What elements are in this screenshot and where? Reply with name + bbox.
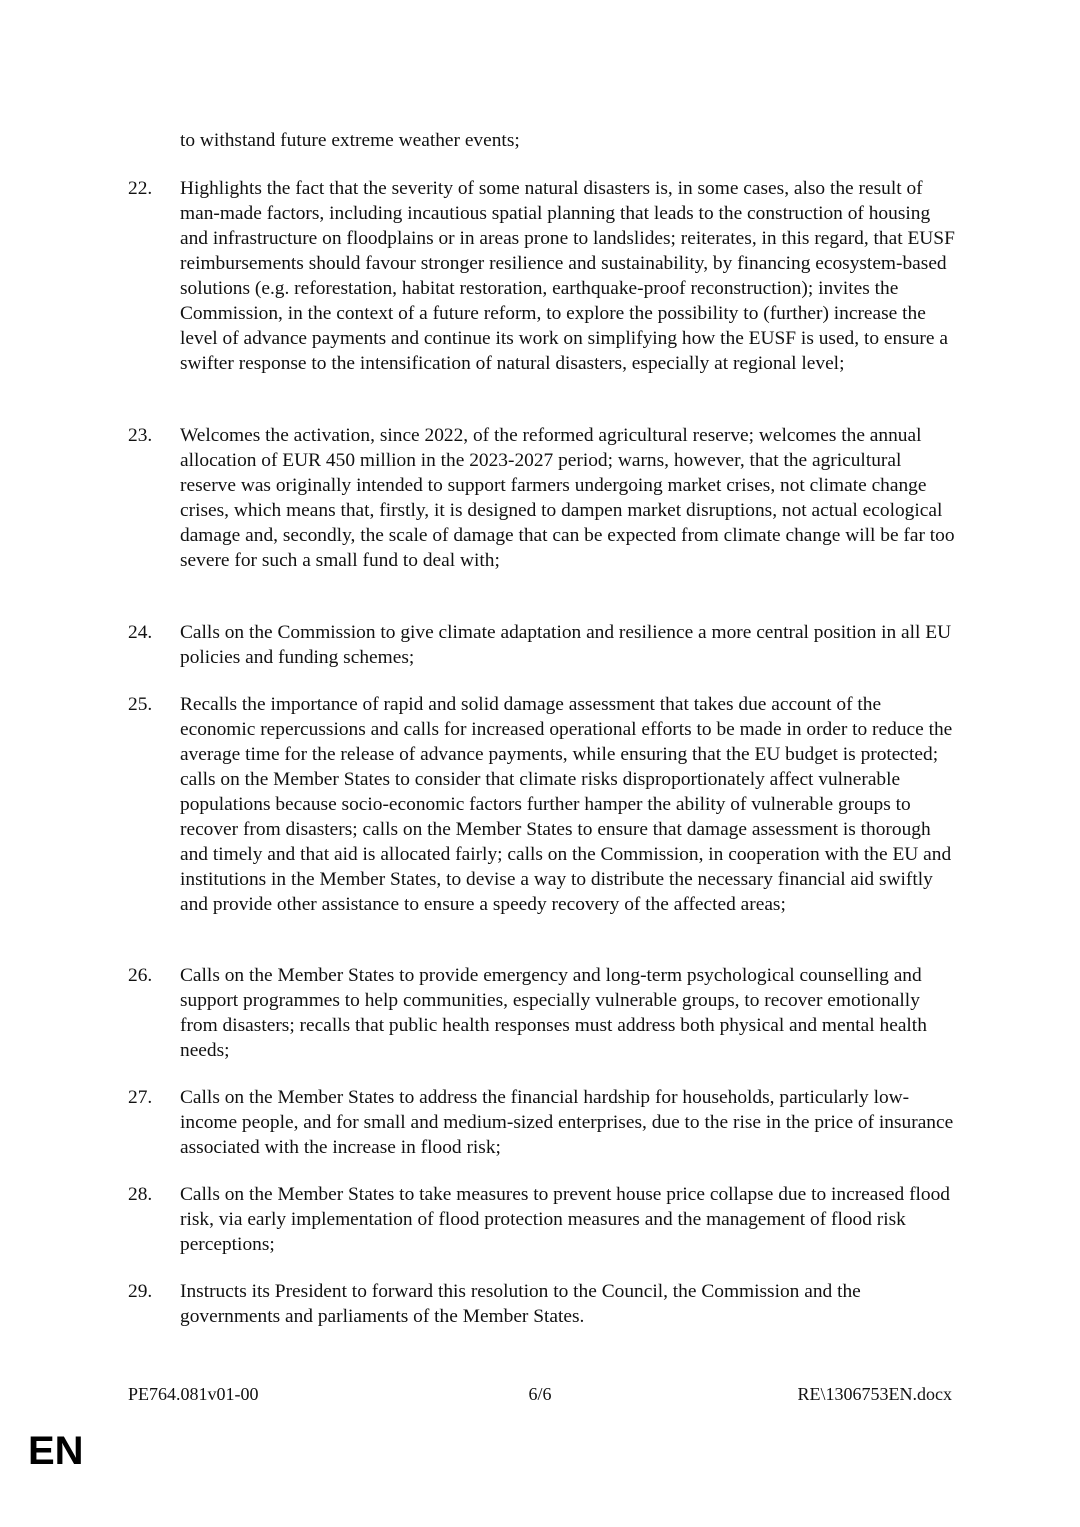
paragraph-number: 26. bbox=[128, 965, 153, 986]
paragraph-number: 28. bbox=[128, 1184, 153, 1205]
footer-page-number: 6/6 bbox=[528, 1384, 552, 1404]
paragraph-24 bbox=[128, 620, 958, 670]
paragraph-number: 27. bbox=[128, 1087, 153, 1108]
paragraph-text: Calls on the Member States to provide emergency and long-term psychological counselling and support programmes to help communities, especially vulnerable groups, to recover emotionally from disasters; recalls that public health responses must address both physical and mental health needs; bbox=[180, 965, 927, 1061]
paragraph-29 bbox=[128, 1279, 958, 1329]
paragraph-number: 24. bbox=[128, 622, 153, 643]
paragraph-text: Recalls the importance of rapid and solid damage assessment that takes due account of the economic repercussions and calls for increased operational efforts to be made in order to reduce the average time for the release of advance payments, while ensuring that the EU budget is protected; calls on the Member States to consider that climate risks disproportionately affect vulnerable populations because socio-economic factors further hamper the ability of vulnerable groups to recover from disasters; calls on the Member States to ensure that damage assessment is thorough and timely and that aid is allocated fairly; calls on the Commission, in cooperation with the EU and institutions in the Member States, to devise a way to distribute the necessary financial aid swiftly and provide other assistance to ensure a speedy recovery of the affected areas; bbox=[180, 694, 953, 915]
paragraph-text: Welcomes the activation, since 2022, of the reformed agricultural reserve; welcomes the annual allocation of EUR 450 million in the 2023-2027 period; warns, however, that the agricultural reserve was originally intended to support farmers undergoing market crises, not climate change crises, which means that, firstly, it is designed to dampen market disruptions, not actual ecological damage and, secondly, the scale of damage that can be expected from climate change will be far too severe for such a small fund to deal with; bbox=[180, 425, 955, 571]
continuation-text: to withstand future extreme weather events; bbox=[180, 130, 520, 151]
paragraph-23 bbox=[128, 423, 958, 573]
paragraph-number: 23. bbox=[128, 425, 153, 446]
paragraph-text: Calls on the Commission to give climate adaptation and resilience a more central position in all EU policies and funding schemes; bbox=[180, 622, 952, 668]
paragraph-25 bbox=[128, 692, 958, 917]
paragraph-27 bbox=[128, 1085, 958, 1160]
paragraph-26 bbox=[128, 963, 958, 1063]
language-code: EN bbox=[28, 1429, 84, 1473]
paragraph-text: Calls on the Member States to take measures to prevent house price collapse due to increased flood risk, via early implementation of flood protection measures and the management of flood risk perceptions; bbox=[180, 1184, 951, 1255]
paragraph-number: 25. bbox=[128, 694, 153, 715]
footer-document-reference: PE764.081v01-00 bbox=[128, 1384, 259, 1404]
paragraph-number: 29. bbox=[128, 1281, 153, 1302]
footer-filename: RE\1306753EN.docx bbox=[797, 1384, 952, 1404]
paragraph-text: Instructs its President to forward this resolution to the Council, the Commission and the governments and parliaments of the Member States. bbox=[180, 1281, 861, 1327]
paragraph-28 bbox=[128, 1182, 958, 1257]
paragraph-number: 22. bbox=[128, 178, 153, 199]
paragraph-text: Highlights the fact that the severity of some natural disasters is, in some cases, also the result of man-made factors, including incautious spatial planning that leads to the construction of housing and infrastructure on floodplains or in areas prone to landslides; reiterates, in this regard, that EUSF reimbursements should favour stronger resilience and sustainability, by financing ecosystem-based solutions (e.g. reforestation, habitat restoration, earthquake-proof reconstruction); invites the Commission, in the context of a future reform, to explore the possibility to (further) increase the level of advance payments and continue its work on simplifying how the EUSF is used, to ensure a swifter response to the intensification of natural disasters, especially at regional level; bbox=[180, 178, 955, 374]
paragraph-22 bbox=[128, 176, 958, 376]
paragraph-text: Calls on the Member States to address the financial hardship for households, particularly low-income people, and for small and medium-sized enterprises, due to the rise in the price of insurance associated with the increase in flood risk; bbox=[180, 1087, 954, 1158]
